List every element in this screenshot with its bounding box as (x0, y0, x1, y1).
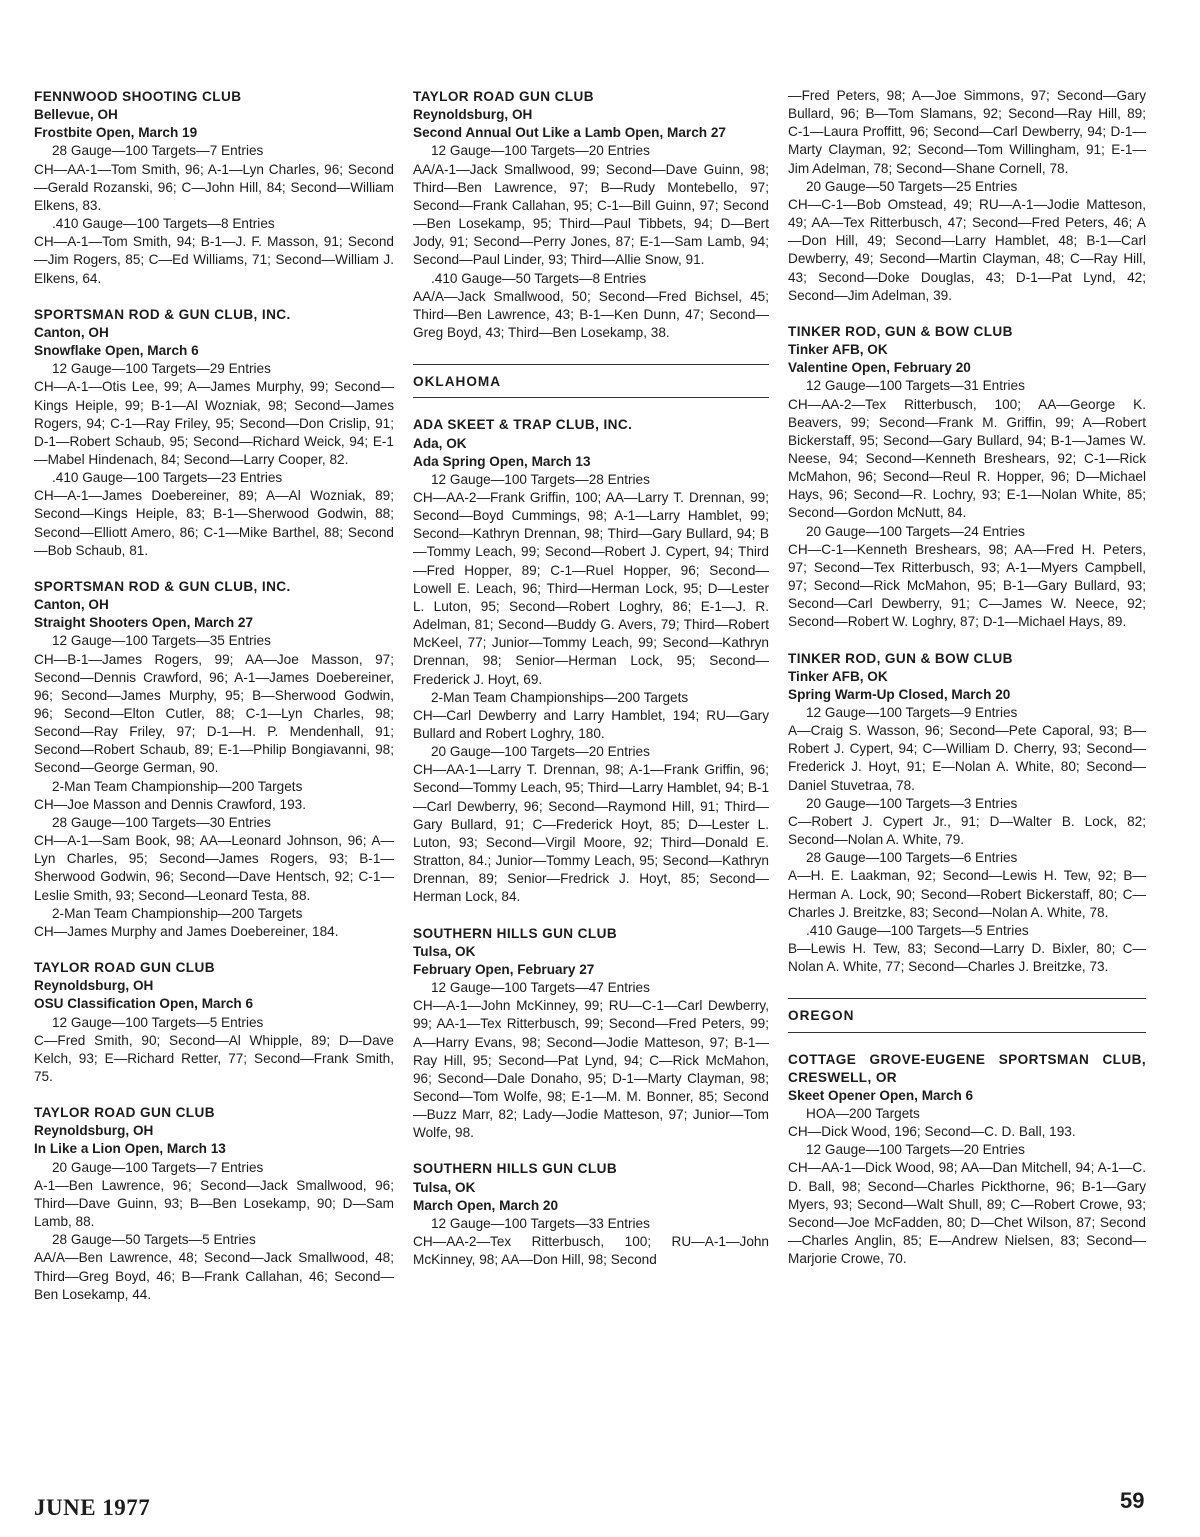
event-division: 12 Gauge—100 Targets—28 Entries (431, 471, 650, 487)
results-text: CH—AA-2—Tex Ritterbusch, 100; RU—A-1—John McKinney, 98; AA—Don Hill, 98; Second (413, 1234, 769, 1268)
results-text: CH—A-1—Sam Book, 98; AA—Leonard Johnson, 96; A—Lyn Charles, 95; Second—James Rogers, 93; B-1—Sherwood Godwin, 96; Second—Dave Hentsch, 92; C-1—Leslie Smith, 93; Second—Leonard Testa, 88. (34, 833, 394, 903)
club-name: SOUTHERN HILLS GUN CLUB (413, 1161, 618, 1177)
club-location: Tinker AFB, OK (788, 668, 888, 684)
club-location: Tulsa, OK (413, 943, 476, 959)
event-division: 12 Gauge—100 Targets—5 Entries (52, 1014, 264, 1030)
event-division: .410 Gauge—100 Targets—5 Entries (806, 922, 1029, 938)
club-location: Reynoldsburg, OH (413, 107, 533, 123)
event-division: .410 Gauge—50 Targets—8 Entries (431, 270, 647, 286)
event-division: 2-Man Team Championship—200 Targets (52, 905, 303, 921)
results-text: CH—C-1—Kenneth Breshears, 98; AA—Fred H. Peters, 97; Second—Tex Ritterbusch, 93; A-1—Myers Campbell, 97; Second—Rick McMahon, 95; B-1—Gary Bullard, 93; Second—Carl Dewberry, 91; C—James W. Neece, 92; Second—Robert W. Loghry, 87; D-1—Michael Hays, 89. (788, 541, 1146, 630)
event-division: 12 Gauge—100 Targets—9 Entries (806, 705, 1018, 720)
results-text: AA/A—Ben Lawrence, 48; Second—Jack Smallwood, 48; Third—Greg Boyd, 46; B—Frank Callahan, 46; Second—Ben Losekamp, 44. (34, 1250, 394, 1302)
issue-date: JUNE 1977 (34, 1495, 151, 1520)
results-text: CH—AA-2—Tex Ritterbusch, 100; AA—George K. Beavers, 99; Second—Frank M. Griffin, 99; A—Robert Bickerstaff, 95; Second—Gary Bullard, 94; B-1—James W. Neese, 94; Second—Kenneth Breshears, 92; C-1—Rick McMahon, 96; Second—Reul R. Hopper, 96; D—Michael Hays, 96; Second—R. Lochry, 93; E-1—Nolan White, 85; Second—Gordon McNutt, 84. (788, 396, 1146, 521)
state-heading: OREGON (788, 998, 1146, 1032)
event-division: 28 Gauge—100 Targets—7 Entries (52, 143, 264, 159)
results-text: CH—AA-1—Larry T. Drennan, 98; A-1—Frank Griffin, 96; Second—Tommy Leach, 95; Third—Larry Hamblet, 94; B-1—Carl Dewberry, 96; Second—Raymond Hill, 91; Third—Gary Bullard, 91; C—Frederick Hoyt, 85; D—Lester L. Luton, 93; Second—Virgil Moore, 92; Third—Donald E. Stratton, 84.; Junior—Tommy Leach, 95; Second—Kathryn Drennan, 89; Senior—Fredrick J. Hoyt, 85; Second—Herman Lock, 84. (413, 762, 769, 905)
results-text: AA/A—Jack Smallwood, 50; Second—Fred Bichsel, 45; Third—Ben Lawrence, 43; B-1—Ken Dunn, 47; Second—Greg Boyd, 43; Third—Ben Losekamp, 38. (413, 288, 769, 341)
event-division: 28 Gauge—50 Targets—5 Entries (52, 1232, 256, 1248)
event-division: .410 Gauge—100 Targets—8 Entries (52, 216, 275, 232)
results-text: CH—A-1—James Doebereiner, 89; A—Al Wozniak, 89; Second—Kings Heiple, 83; B-1—Sherwood Godwin, 88; Second—Elliott Amero, 86; C-1—Mike Barthel, 88; Second—Bob Schaub, 81. (34, 488, 394, 558)
club-name: ADA SKEET & TRAP CLUB, INC. (413, 417, 633, 433)
results-text: CH—James Murphy and James Doebereiner, 184. (34, 923, 339, 939)
results-text: A—H. E. Laakman, 92; Second—Lewis H. Tew, 92; B—Herman A. Lock, 90; Second—Robert Bickerstaff, 80; C—Charles J. Breitzke, 83; Second—Nolan A. White, 78. (788, 868, 1146, 920)
event-division: HOA—200 Targets (806, 1105, 920, 1121)
event-division: 12 Gauge—100 Targets—33 Entries (431, 1215, 650, 1231)
results-text: B—Lewis H. Tew, 83; Second—Larry D. Bixler, 80; C—Nolan A. White, 77; Second—Charles J. Breitzke, 73. (788, 941, 1146, 975)
event-division: 20 Gauge—100 Targets—20 Entries (431, 744, 650, 760)
club-location: Ada, OK (413, 435, 467, 451)
results-text: CH—B-1—James Rogers, 99; AA—Joe Masson, 97; Second—Dennis Crawford, 96; A-1—James Doebereiner, 96; Second—James Murphy, 95; B—Sherwood Godwin, 96; Second—Elton Cutler, 88; C-1—Lyn Charles, 98; Second—Ray Friley, 97; D-1—H. P. Mendenhall, 91; Second—Robert Schaub, 89; E-1—Philip Bongiavanni, 98; Second—George German, 90. (34, 651, 394, 776)
results-text: —Fred Peters, 98; A—Joe Simmons, 97; Second—Gary Bullard, 96; B—Tom Slamans, 92; Second—Ray Hill, 89; C-1—Laura Proffitt, 96; Second—Carl Dewberry, 94; D-1—Marty Clayman, 92; Second—Tom Willingham, 91; E-1—Jim Adelman, 78; Second—Shane Cornell, 78. (788, 88, 1146, 176)
results-text: C—Fred Smith, 90; Second—Al Whipple, 89; D—Dave Kelch, 93; E—Richard Retter, 77; Second—Frank Smith, 75. (34, 1032, 394, 1084)
event-title: Skeet Opener Open, March 6 (788, 1087, 974, 1103)
club-name: TAYLOR ROAD GUN CLUB (413, 89, 594, 104)
results-text: CH—A-1—John McKinney, 99; RU—C-1—Carl Dewberry, 99; AA-1—Tex Ritterbusch, 99; Second—Fred Peters, 99; A—Harry Evans, 98; Second—Jodie Matteson, 97; B-1—Ray Hill, 95; Second—Pat Lynd, 94; C—Rick McMahon, 96; Second—Dale Donaho, 95; D-1—Marty Clayman, 98; Second—Tom Wolfe, 98; E-1—M. M. Bonner, 85; Second—Buzz Marr, 82; Lady—Jodie Matteson, 97; Junior—Tom Wolfe, 98. (413, 998, 769, 1141)
results-text: CH—Carl Dewberry and Larry Hamblet, 194; RU—Gary Bullard and Robert Loghry, 180. (413, 707, 769, 741)
event-title: Frostbite Open, March 19 (34, 125, 198, 141)
event-division: .410 Gauge—100 Targets—23 Entries (52, 470, 283, 486)
club-location: Reynoldsburg, OH (34, 978, 154, 994)
event-division: 2-Man Team Championship—200 Targets (52, 778, 303, 794)
event-division: 20 Gauge—100 Targets—24 Entries (806, 523, 1025, 539)
event-division: 20 Gauge—100 Targets—7 Entries (52, 1159, 264, 1175)
column-1 (34, 88, 394, 1304)
event-division: 12 Gauge—100 Targets—47 Entries (431, 980, 650, 996)
club-name: FENNWOOD SHOOTING CLUB (34, 89, 242, 104)
results-text: C—Robert J. Cypert Jr., 91; D—Walter B. Lock, 82; Second—Nolan A. White, 79. (788, 813, 1146, 848)
event-division: 28 Gauge—100 Targets—6 Entries (806, 850, 1018, 866)
event-division: 20 Gauge—100 Targets—3 Entries (806, 795, 1018, 811)
results-text: CH—Dick Wood, 196; Second—C. D. Ball, 193. (788, 1124, 1076, 1140)
club-location: Tinker AFB, OK (788, 342, 888, 358)
club-location: Reynoldsburg, OH (34, 1123, 154, 1139)
column-3 (788, 87, 1146, 1268)
event-division: 12 Gauge—100 Targets—20 Entries (431, 143, 650, 159)
event-title: March Open, March 20 (413, 1197, 559, 1213)
event-division: 12 Gauge—100 Targets—31 Entries (806, 378, 1025, 394)
results-text: A-1—Ben Lawrence, 96; Second—Jack Smallwood, 96; Third—Dave Guinn, 93; B—Ben Losekamp, 90; D—Sam Lamb, 88. (34, 1177, 394, 1230)
event-title: Snowflake Open, March 6 (34, 343, 199, 359)
results-text: CH—AA-2—Frank Griffin, 100; AA—Larry T. Drennan, 99; Second—Boyd Cummings, 98; A-1—Larry Hamblet, 99; Second—Kathryn Drennan, 98; Third—Gary Bullard, 94; B—Tommy Leach, 99; Second—Robert J. Cypert, 94; Third—Fred Hopper, 89; C-1—Ruel Hopper, 96; Second—Lowell E. Leach, 96; Third—Herman Lock, 95; D—Lester L. Luton, 95; Second—Robert Loghry, 86; E-1—J. R. Adelman, 81; Second—Buddy G. Avers, 79; Third—Robert McKeel, 77; Junior—Tommy Leach, 99; Second—Kathryn Drennan, 98; Senior—Herman Lock, 95; Second—Frederick J. Hoyt, 69. (413, 489, 769, 687)
club-name: SOUTHERN HILLS GUN CLUB (413, 925, 618, 941)
event-title: OSU Classification Open, March 6 (34, 996, 254, 1012)
event-division: 20 Gauge—50 Targets—25 Entries (806, 178, 1018, 194)
results-text: CH—C-1—Bob Omstead, 49; RU—A-1—Jodie Matteson, 49; AA—Tex Ritterbusch, 47; Second—Fred Peters, 46; A—Don Hill, 49; Second—Larry Hamblet, 48; B-1—Carl Dewberry, 49; Second—Martin Clayman, 48; C—Ray Hill, 43; Second—Doke Douglas, 43; D-1—Pat Lynd, 42; Second—Jim Adelman, 39. (788, 196, 1146, 303)
event-division: 2-Man Team Championships—200 Targets (431, 689, 689, 705)
event-division: 28 Gauge—100 Targets—30 Entries (52, 814, 271, 830)
event-title: Second Annual Out Like a Lamb Open, March 27 (413, 125, 726, 141)
club-location: Tulsa, OK (413, 1179, 476, 1195)
results-text: CH—AA-1—Tom Smith, 96; A-1—Lyn Charles, 96; Second—Gerald Rozanski, 96; C—John Hill, 84; Second—William Elkens, 83. (34, 161, 394, 213)
club-name: TINKER ROD, GUN & BOW CLUB (788, 650, 1013, 666)
event-title: Straight Shooters Open, March 27 (34, 615, 254, 631)
event-division: 12 Gauge—100 Targets—29 Entries (52, 361, 271, 377)
results-text: CH—AA-1—Dick Wood, 98; AA—Dan Mitchell, 94; A-1—C. D. Ball, 98; Second—Charles Pickthorne, 96; B-1—Gary Myers, 93; Second—Walt Shull, 89; C—Robert Crowe, 93; Second—Joe McFadden, 80; D—Chet Wilson, 87; Second—Charles Anglin, 85; E—Andrew Nielsen, 83; Second—Marjorie Crowe, 70. (788, 1160, 1146, 1267)
club-location: Bellevue, OH (34, 107, 118, 123)
event-title: Valentine Open, February 20 (788, 360, 971, 376)
event-title: February Open, February 27 (413, 961, 595, 977)
event-division: 12 Gauge—100 Targets—35 Entries (52, 633, 271, 649)
club-name: SPORTSMAN ROD & GUN CLUB, INC. (34, 306, 291, 322)
results-text: AA/A-1—Jack Smallwood, 99; Second—Dave Guinn, 98; Third—Ben Lawrence, 97; B—Rudy Montebello, 97; Second—Frank Callahan, 95; C-1—Bill Guinn, 97; Second—Ben Losekamp, 95; Third—Paul Tibbets, 94; D—Bert Jody, 91; Second—Perry Jones, 87; E-1—Sam Lamb, 94; Second—Paul Linder, 93; Third—Allie Snow, 91. (413, 161, 769, 268)
results-text: A—Craig S. Wasson, 96; Second—Pete Caporal, 93; B—Robert J. Cypert, 94; C—William D. Cherry, 93; Second—Frederick J. Hoyt, 91; E—Nolan A. White, 80; Second—Daniel Stuvetraa, 78. (788, 723, 1146, 793)
club-location: Canton, OH (34, 597, 109, 613)
column-2 (413, 88, 769, 1269)
event-title: In Like a Lion Open, March 13 (34, 1141, 226, 1157)
event-title: Ada Spring Open, March 13 (413, 453, 591, 469)
club-location: Canton, OH (34, 324, 109, 340)
club-name: TAYLOR ROAD GUN CLUB (34, 1105, 215, 1121)
results-text: CH—A-1—Otis Lee, 99; A—James Murphy, 99; Second—Kings Heiple, 99; B-1—Al Wozniak, 98; Second—James Rogers, 94; C-1—Ray Friley, 95; Second—Don Crislip, 91; D-1—Robert Schaub, 95; Second—Richard Weick, 94; E-1—Mabel Hindenach, 84; Second—Larry Cooper, 82. (34, 379, 394, 467)
event-title: Spring Warm-Up Closed, March 20 (788, 686, 1011, 702)
page-number: 59 (1120, 1488, 1145, 1513)
state-heading: OKLAHOMA (413, 364, 769, 398)
club-name: COTTAGE GROVE-EUGENE SPORTSMAN CLUB, CRESWELL, OR (788, 1051, 1146, 1085)
club-name: SPORTSMAN ROD & GUN CLUB, INC. (34, 578, 291, 594)
results-text: CH—A-1—Tom Smith, 94; B-1—J. F. Masson, 91; Second—Jim Rogers, 85; C—Ed Williams, 71; Second—William J. Elkens, 64. (34, 234, 394, 286)
results-text: CH—Joe Masson and Dennis Crawford, 193. (34, 796, 307, 812)
event-division: 12 Gauge—100 Targets—20 Entries (806, 1142, 1025, 1158)
club-name: TAYLOR ROAD GUN CLUB (34, 960, 215, 976)
club-name: TINKER ROD, GUN & BOW CLUB (788, 323, 1013, 339)
